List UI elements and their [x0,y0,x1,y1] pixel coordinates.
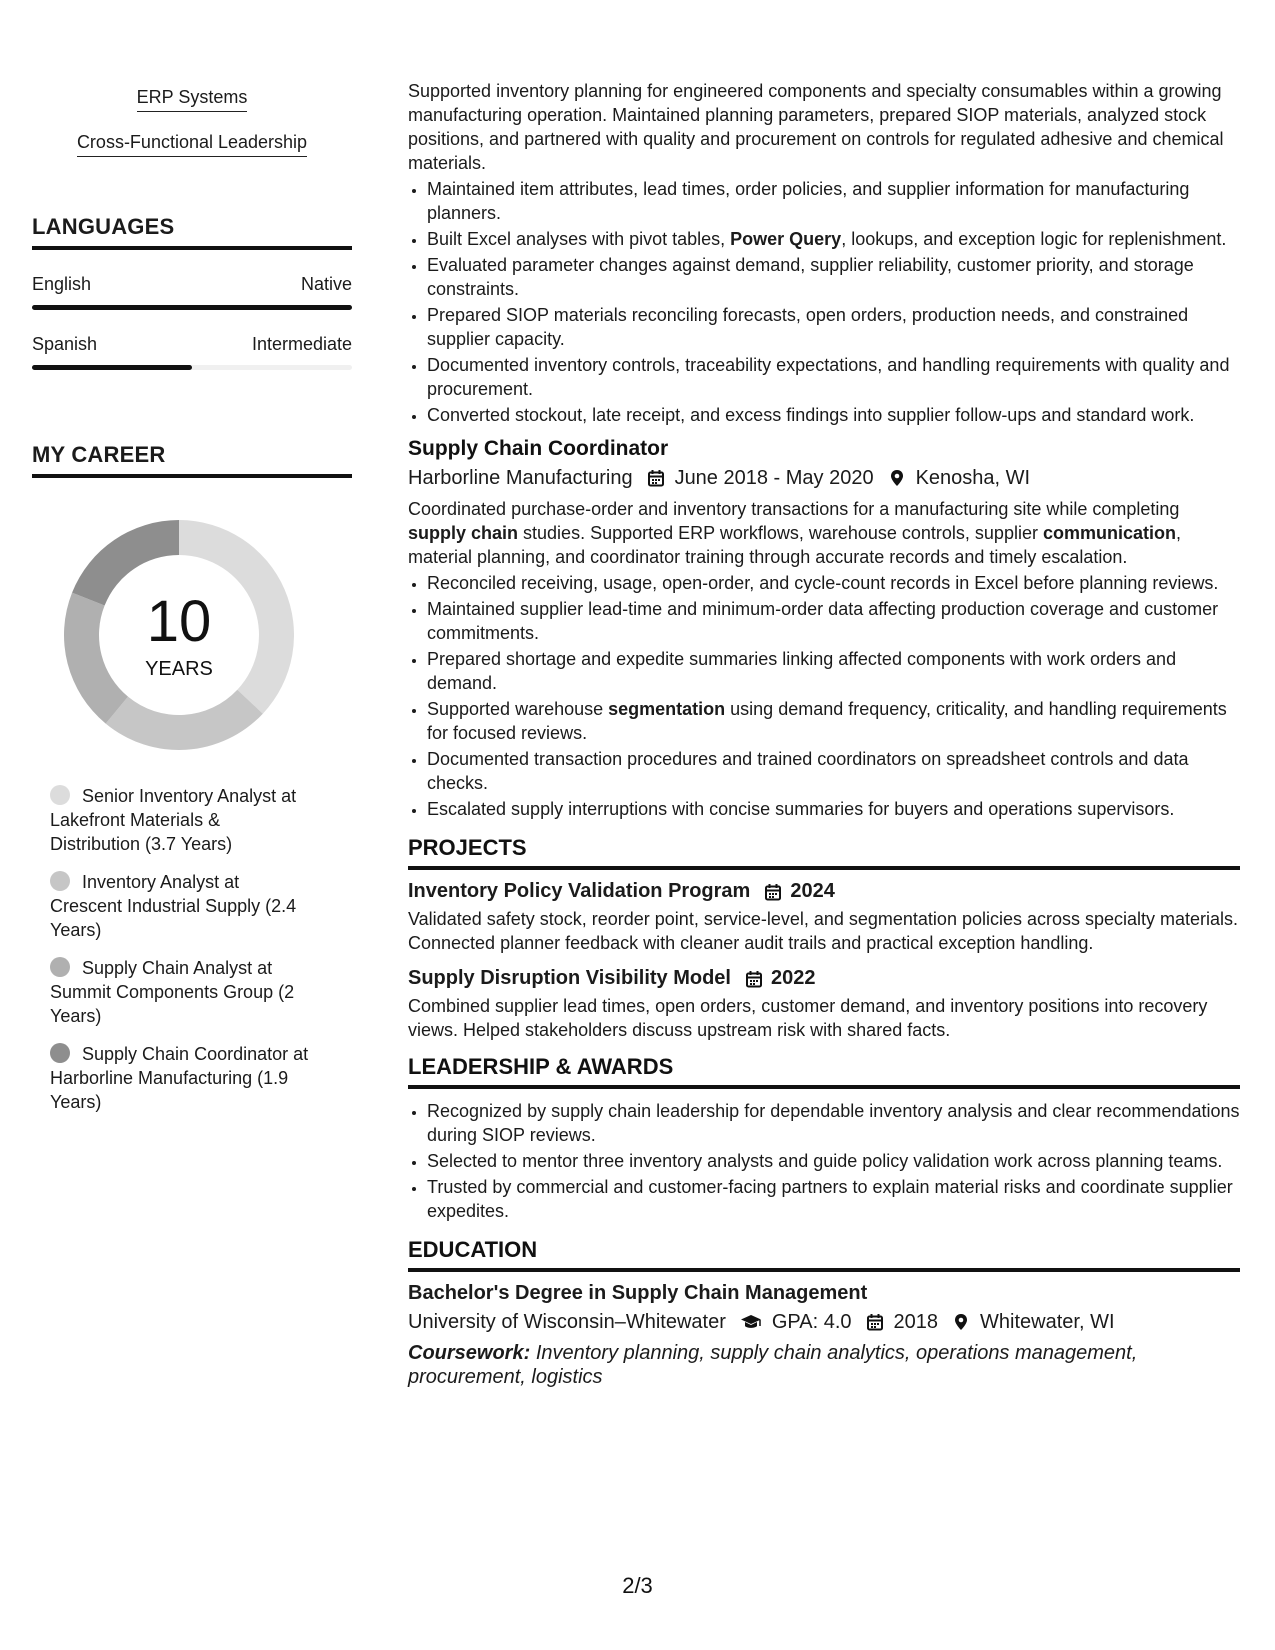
bullet-text: Prepared shortage and expedite summaries linking affected components with work orders and demand. [427,649,1177,693]
language-item [32,334,352,370]
skill-list [32,86,352,176]
location-pin-icon [888,469,906,487]
bullet-text: Converted stockout, late receipt, and excess findings into supplier follow-ups and standard work. [427,405,1195,425]
summary-text: , material planning, and coordinator training through accurate records and timely escalation. [408,523,1181,567]
legend-dot [50,957,70,977]
bullet-text: Documented transaction procedures and trained coordinators on spreadsheet controls and data checks. [427,749,1189,793]
skill-tag: Cross-Functional Leadership [77,131,307,157]
bullet-text: Escalated supply interruptions with concise summaries for buyers and operations supervisors. [427,799,1175,819]
career-legend-text: Supply Chain Coordinator at Harborline Manufacturing (1.9 Years) [50,1044,309,1112]
bullet-bold: Power Query [730,229,842,249]
job-location: Kenosha, WI [915,467,1031,489]
education-coursework [408,1341,1240,1389]
bullet-bold: segmentation [608,699,726,719]
bullet-item [427,227,1240,251]
language-level: Intermediate [251,334,352,354]
project-description: Combined supplier lead times, open orders, customer demand, and inventory positions into recovery views. Helped stakeholders discuss upstream risk with shared facts. [408,996,1208,1040]
coursework-text: Inventory planning, supply chain analytics, operations management, procurement, logistics [408,1342,1138,1388]
awards-heading: LEADERSHIP & AWARDS [408,1054,1240,1089]
bullet-text: using demand frequency, criticality, and handling requirements for focused reviews. [427,699,1227,743]
education-degree: Bachelor's Degree in Supply Chain Management [408,1282,868,1304]
bullet-item [427,647,1240,695]
bullet-text: Reconciled receiving, usage, open-order, and cycle-count records in Excel before planning reviews. [427,573,1219,593]
awards-list [408,1099,1240,1223]
bullet-item [427,303,1240,351]
career-heading: MY CAREER [32,442,352,478]
bullet-item [427,403,1240,427]
language-proficiency-bar [32,305,352,310]
language-name: English [32,274,92,294]
project-description: Validated safety stock, reorder point, service-level, and segmentation policies across specialty materials. Connected planner feedback with cleaner audit trails and practical exception handling. [408,909,1239,953]
award-item: • Recognized by supply chain leadership for dependable inventory analysis and clear recommendations during SIOP reviews. [427,1099,1240,1147]
education-location: Whitewater, WI [980,1311,1115,1333]
job-bullets [408,571,1240,821]
award-item: • Selected to mentor three inventory analysts and guide policy validation work across planning teams. [427,1149,1240,1173]
bullet-text: Prepared SIOP materials reconciling forecasts, open orders, production needs, and constrained supplier capacity. [427,305,1189,349]
career-total-years: 10 [146,589,212,654]
bullet-item [427,697,1240,745]
bullet-item [427,353,1240,401]
career-section [32,442,352,1114]
bullet-text: Evaluated parameter changes against demand, supplier reliability, customer priority, and storage constraints. [427,255,1194,299]
graduation-cap-icon [740,1313,762,1331]
skill-tag: ERP Systems [137,86,248,112]
calendar-icon [764,883,782,901]
job-meta [408,465,1240,491]
project-title: Inventory Policy Validation Program [408,880,751,902]
project-item [408,967,1240,1042]
career-legend-text: Senior Inventory Analyst at Lakefront Materials & Distribution (3.7 Years) [50,786,297,854]
languages-section [32,214,352,370]
calendar-icon [647,469,665,487]
calendar-icon [866,1313,884,1331]
job-dates: June 2018 - May 2020 [674,467,874,489]
job-summary [408,497,1240,569]
job-company: Harborline Manufacturing [408,467,633,489]
career-total-unit: YEARS [145,658,213,680]
summary-text: studies. Supported ERP workflows, warehouse controls, supplier [518,523,1043,543]
language-proficiency-fill [32,365,192,370]
education-year: 2018 [893,1311,939,1333]
education-heading: EDUCATION [408,1237,1240,1272]
bullet-item [427,571,1240,595]
career-legend-item [50,1042,312,1114]
bullet-text: Documented inventory controls, traceability expectations, and handling requirements with quality and procurement. [427,355,1230,399]
bullet-item [427,797,1240,821]
career-legend-item [50,870,312,942]
project-item [408,880,1240,955]
donut-segment [106,690,263,750]
award-item: • Trusted by commercial and customer-facing partners to explain material risks and coordinate supplier expedites. [427,1175,1240,1223]
career-legend-text: Inventory Analyst at Crescent Industrial Supply (2.4 Years) [50,872,297,940]
prev-job-summary: Supported inventory planning for engineered components and specialty consumables within a growing manufacturing operation. Maintained planning parameters, prepared SIOP materials, analyzed stock positions, and partnered with quality and procurement on controls for regulated adhesive and chemical materials. [408,81,1224,173]
legend-dot [50,871,70,891]
languages-heading: LANGUAGES [32,214,352,250]
projects-heading: PROJECTS [408,835,1240,870]
page-number: 2/3 [622,1573,653,1598]
education-gpa: GPA: 4.0 [771,1311,852,1333]
calendar-icon [745,970,763,988]
bullet-text: Maintained item attributes, lead times, order policies, and supplier information for manufacturing planners. [427,179,1190,223]
project-year: 2024 [790,880,835,902]
bullet-item [427,177,1240,225]
career-legend-item [50,956,312,1028]
language-proficiency-fill [32,305,352,310]
main-column [408,79,1240,1389]
coursework-label: Coursework: [408,1342,531,1364]
bullet-text: , lookups, and exception logic for replenishment. [841,229,1227,249]
education-school: University of Wisconsin–Whitewater [408,1311,726,1333]
legend-dot [50,785,70,805]
project-title: Supply Disruption Visibility Model [408,967,731,989]
bullet-item [427,747,1240,795]
summary-text: Coordinated purchase-order and inventory transactions for a manufacturing site while completing [408,499,1180,519]
location-pin-icon [952,1313,970,1331]
language-item [32,274,352,310]
legend-dot [50,1043,70,1063]
summary-bold: communication [1042,523,1176,543]
career-legend [50,784,312,1114]
bullet-text: Built Excel analyses with pivot tables, [427,229,731,249]
language-proficiency-bar [32,365,352,370]
language-name: Spanish [32,334,98,354]
career-legend-text: Supply Chain Analyst at Summit Components Group (2 Years) [50,958,295,1026]
bullet-item [427,597,1240,645]
sidebar [32,86,352,1128]
summary-bold: supply chain [408,523,519,543]
project-year: 2022 [771,967,816,989]
prev-job-bullets [408,177,1240,427]
education-meta [408,1309,1240,1335]
job-title: Supply Chain Coordinator [408,437,669,460]
bullet-item [427,253,1240,301]
language-level: Native [300,274,352,294]
bullet-text: Maintained supplier lead-time and minimum-order data affecting production coverage and customer commitments. [427,599,1219,643]
career-legend-item [50,784,312,856]
career-donut-chart [64,520,294,750]
bullet-text: Supported warehouse [427,699,609,719]
